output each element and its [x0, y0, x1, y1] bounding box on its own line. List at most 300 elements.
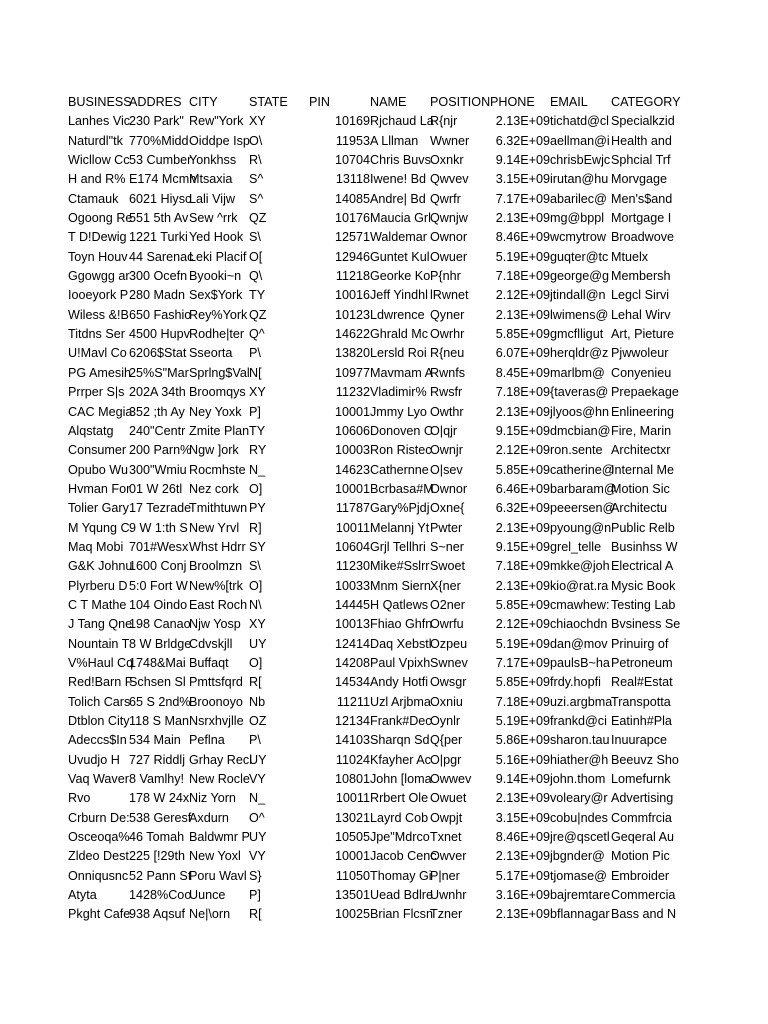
cell-address[interactable]: 9 W 1:th S	[129, 520, 188, 535]
cell-business[interactable]: Osceoqa%	[68, 830, 130, 845]
cell-email[interactable]: catherine@	[550, 462, 615, 477]
cell-position[interactable]: Q{per	[430, 733, 463, 748]
cell-email[interactable]: george@g	[550, 269, 610, 284]
cell-pin[interactable]: 11787	[335, 501, 370, 516]
cell-category[interactable]: Commfrcia	[611, 810, 672, 825]
cell-name[interactable]: Frank#Dec	[370, 714, 432, 728]
cell-email[interactable]: jlyoos@hn	[550, 404, 609, 419]
cell-position[interactable]: S~ner	[430, 539, 464, 554]
cell-name[interactable]: Waldemar	[370, 230, 427, 245]
cell-pin[interactable]: 10013	[334, 617, 370, 632]
cell-state[interactable]: S^	[249, 172, 264, 187]
header-state[interactable]: STATE	[249, 95, 288, 109]
cell-category[interactable]: Inuurapce	[611, 733, 668, 748]
cell-state[interactable]: O[	[249, 249, 263, 264]
cell-address[interactable]: 938 Aqsuf	[129, 907, 186, 922]
cell-business[interactable]: Maq Mobi	[68, 539, 124, 554]
cell-name[interactable]: Thomay Gi	[370, 868, 432, 883]
cell-name[interactable]: Uzl Arjbma	[370, 694, 431, 709]
cell-position[interactable]: Ownjr	[430, 443, 463, 458]
cell-name[interactable]: Jacob Cenc	[370, 849, 437, 864]
cell-address[interactable]: 300 Ocefn	[129, 269, 188, 284]
cell-business[interactable]: Vaq Waver	[68, 772, 129, 787]
cell-address[interactable]: 25%S"Mar	[129, 365, 189, 380]
cell-position[interactable]: R{neu	[430, 346, 465, 361]
header-category[interactable]: CATEGORY	[611, 95, 681, 109]
cell-state[interactable]: QZ	[249, 307, 267, 322]
cell-name[interactable]: Lersld Roi	[370, 346, 427, 361]
cell-business[interactable]: Iooeyork P	[68, 288, 129, 303]
cell-address[interactable]: 104 Oindo	[129, 597, 188, 612]
cell-phone[interactable]: 6.32E+09	[495, 133, 550, 148]
cell-position[interactable]: Owuer	[430, 249, 468, 264]
cell-position[interactable]: Qwvev	[430, 172, 469, 187]
cell-business[interactable]: Prrper S|s	[68, 385, 125, 400]
cell-position[interactable]: O|qjr	[430, 423, 458, 438]
cell-city[interactable]: Oiddpe Isp	[189, 133, 250, 148]
cell-state[interactable]: OZ	[249, 714, 267, 728]
cell-state[interactable]: R]	[249, 520, 262, 535]
cell-pin[interactable]: 11211	[336, 694, 370, 709]
cell-email[interactable]: dmcbian@	[550, 423, 611, 438]
cell-business[interactable]: Lanhes Vic	[68, 114, 131, 129]
cell-city[interactable]: New%[trk	[189, 578, 243, 593]
cell-name[interactable]: Ldwrence	[370, 307, 425, 322]
cell-state[interactable]: TY	[249, 288, 266, 303]
cell-name[interactable]: Brian Flcsn	[370, 907, 433, 922]
cell-phone[interactable]: 6.07E+09	[495, 346, 550, 361]
cell-category[interactable]: Prepaekage	[611, 385, 679, 400]
cell-business[interactable]: Pkght Cafe	[68, 907, 131, 922]
cell-email[interactable]: grel_telle	[550, 539, 602, 554]
cell-business[interactable]: Crburn De:	[68, 810, 130, 825]
cell-phone[interactable]: 7.18E+09	[495, 559, 550, 574]
cell-pin[interactable]: 11232	[335, 385, 370, 400]
cell-phone[interactable]: 2.12E+09	[495, 443, 550, 458]
cell-category[interactable]: Commercia	[611, 888, 676, 903]
cell-phone[interactable]: 7.18E+09	[495, 385, 550, 400]
header-email[interactable]: EMAIL	[550, 95, 588, 109]
cell-business[interactable]: J Tang Qne	[68, 617, 133, 632]
cell-pin[interactable]: 10001	[334, 481, 370, 496]
cell-city[interactable]: Nsrxhvjlle	[189, 714, 244, 728]
cell-name[interactable]: Jmmy Lyo	[370, 404, 427, 419]
cell-email[interactable]: {taveras@	[550, 385, 609, 400]
cell-category[interactable]: Fire, Marin	[611, 423, 672, 438]
cell-pin[interactable]: 10025	[334, 907, 370, 922]
cell-business[interactable]: Red!Barn F	[68, 675, 133, 690]
cell-email[interactable]: kio@rat.ra	[550, 578, 609, 593]
cell-city[interactable]: Ne|\orn	[189, 907, 231, 922]
cell-name[interactable]: Grjl Tellhri	[370, 539, 426, 554]
cell-phone[interactable]: 3.15E+09	[495, 172, 550, 187]
cell-pin[interactable]: 12571	[334, 230, 370, 245]
cell-email[interactable]: bajremtare	[550, 888, 611, 903]
cell-pin[interactable]: 11218	[335, 269, 370, 284]
cell-name[interactable]: Rjchaud La	[370, 114, 434, 129]
cell-category[interactable]: Prinuirg of	[611, 636, 669, 651]
cell-business[interactable]: Onniqusnc	[68, 868, 129, 883]
cell-name[interactable]: Chris Buvs	[370, 153, 431, 168]
header-business[interactable]: BUSINESS	[68, 95, 132, 109]
cell-email[interactable]: john.thom	[550, 772, 606, 787]
cell-state[interactable]: S}	[249, 868, 262, 883]
cell-email[interactable]: mkke@joh	[550, 559, 610, 574]
cell-position[interactable]: Owuet	[430, 791, 467, 806]
cell-business[interactable]: G&K Johnu	[68, 559, 133, 574]
cell-name[interactable]: Cathernne	[370, 462, 429, 477]
cell-address[interactable]: 225 [!29th	[129, 849, 186, 864]
cell-city[interactable]: New Rocle	[189, 772, 250, 787]
cell-city[interactable]: Broomqys	[189, 385, 246, 400]
cell-name[interactable]: Gary%Pjdj	[370, 501, 430, 516]
cell-phone[interactable]: 8.46E+09	[495, 830, 550, 845]
cell-address[interactable]: 770%Midd	[129, 133, 189, 148]
cell-address[interactable]: 8 W Brldge	[129, 636, 192, 651]
cell-position[interactable]: lRwnet	[430, 288, 469, 303]
cell-city[interactable]: Cdvskjll	[189, 636, 233, 651]
cell-state[interactable]: VY	[249, 772, 266, 787]
cell-phone[interactable]: 7.17E+09	[495, 191, 550, 206]
cell-business[interactable]: Zldeo Dest	[68, 849, 129, 864]
cell-business[interactable]: Rvo	[68, 791, 91, 806]
cell-pin[interactable]: 14534	[334, 675, 370, 690]
cell-pin[interactable]: 12946	[334, 249, 370, 264]
cell-email[interactable]: uzi.argbma	[550, 694, 613, 709]
cell-category[interactable]: Mtuelx	[611, 249, 649, 264]
cell-state[interactable]: UY	[249, 636, 267, 651]
cell-city[interactable]: Baldwmr P	[189, 830, 250, 845]
cell-pin[interactable]: 10704	[334, 153, 370, 168]
cell-position[interactable]: Oxnkr	[430, 153, 464, 168]
cell-address[interactable]: 118 S Man	[129, 714, 189, 728]
cell-state[interactable]: R[	[249, 907, 262, 922]
cell-business[interactable]: Toyn Houv	[68, 249, 128, 264]
cell-state[interactable]: TY	[249, 423, 266, 438]
cell-state[interactable]: R[	[249, 675, 262, 690]
cell-name[interactable]: Maucia Grl	[370, 211, 431, 226]
cell-name[interactable]: Fhiao Ghfn	[370, 617, 433, 632]
cell-pin[interactable]: 10505	[334, 830, 370, 845]
cell-position[interactable]: R{njr	[430, 114, 458, 129]
cell-name[interactable]: Mike#Sslrr	[370, 559, 430, 574]
cell-category[interactable]: Morvgage	[611, 172, 668, 187]
cell-city[interactable]: Ney Yoxk	[189, 404, 242, 419]
cell-city[interactable]: Uunce	[189, 888, 226, 903]
cell-business[interactable]: U!Mavl Co	[68, 346, 127, 361]
cell-category[interactable]: Mortgage I	[611, 211, 672, 226]
cell-category[interactable]: Specialkzid	[611, 114, 675, 129]
cell-business[interactable]: Ogoong Re	[68, 211, 133, 226]
cell-business[interactable]: Nountain T	[68, 636, 130, 651]
cell-business[interactable]: Naturdl"tk	[68, 133, 123, 148]
cell-state[interactable]: PY	[249, 501, 266, 516]
cell-business[interactable]: Wicllow Cc	[68, 153, 130, 168]
cell-category[interactable]: Sphcial Trf	[611, 153, 671, 168]
cell-email[interactable]: aellman@i	[550, 133, 610, 148]
cell-category[interactable]: Health and	[611, 133, 672, 148]
cell-city[interactable]: Yonkhss	[189, 153, 237, 168]
cell-category[interactable]: Conyenieu	[611, 365, 672, 380]
cell-category[interactable]: Lomefurnk	[611, 772, 671, 787]
cell-business[interactable]: H and R%	[68, 172, 126, 187]
cell-pin[interactable]: 12414	[334, 636, 370, 651]
cell-position[interactable]: Pwter	[430, 520, 463, 535]
cell-address[interactable]: 4500 Hupv	[129, 327, 190, 342]
cell-pin[interactable]: 13820	[334, 346, 370, 361]
cell-city[interactable]: Yed Hook	[189, 230, 244, 245]
cell-business[interactable]: Alqstatg	[68, 423, 114, 438]
cell-address[interactable]: 01 W 26tl	[129, 481, 183, 496]
cell-pin[interactable]: 10606	[334, 423, 370, 438]
cell-email[interactable]: voleary@r	[550, 791, 608, 806]
cell-phone[interactable]: 9.15E+09	[495, 539, 550, 554]
cell-pin[interactable]: 14208	[334, 655, 370, 670]
cell-position[interactable]: Qwrfr	[430, 191, 461, 206]
cell-state[interactable]: O^	[249, 810, 265, 825]
cell-city[interactable]: Rocmhste	[189, 462, 246, 477]
cell-phone[interactable]: 5.85E+09	[495, 597, 550, 612]
cell-city[interactable]: Zmite Plan	[189, 423, 250, 438]
cell-position[interactable]: O|pgr	[430, 752, 462, 767]
cell-city[interactable]: Broolmzn	[189, 559, 243, 574]
cell-position[interactable]: Owsgr	[430, 675, 467, 690]
cell-phone[interactable]: 2.13E+09	[495, 520, 550, 535]
cell-position[interactable]: Uwnhr	[430, 888, 467, 903]
cell-address[interactable]: 240"Centr	[129, 423, 186, 438]
cell-position[interactable]: Swoet	[430, 559, 466, 574]
cell-phone[interactable]: 5.17E+09	[495, 868, 550, 883]
cell-business[interactable]: Titdns Ser	[68, 327, 125, 342]
cell-position[interactable]: Owwev	[430, 772, 472, 787]
cell-name[interactable]: Guntet Kul	[370, 249, 430, 264]
cell-pin[interactable]: 11024	[335, 752, 370, 767]
header-city[interactable]: CITY	[189, 95, 218, 109]
cell-category[interactable]: Real#Estat	[611, 675, 673, 690]
cell-category[interactable]: Motion Sic	[611, 481, 670, 496]
cell-pin[interactable]: 13118	[335, 172, 370, 187]
cell-business[interactable]: T D!Dewig	[68, 230, 127, 245]
cell-name[interactable]: Sharqn Sd	[370, 733, 430, 748]
cell-business[interactable]: Plyrberu D	[68, 578, 128, 593]
cell-name[interactable]: Donoven C	[370, 423, 434, 438]
cell-email[interactable]: frankd@ci	[550, 714, 607, 728]
header-address[interactable]: ADDRES	[129, 95, 182, 109]
cell-address[interactable]: 46 Tomah	[129, 830, 185, 845]
cell-city[interactable]: Peflna	[189, 733, 225, 748]
cell-position[interactable]: Ozpeu	[430, 636, 468, 651]
cell-state[interactable]: N[	[249, 365, 262, 380]
cell-email[interactable]: bflannagar	[550, 907, 610, 922]
cell-address[interactable]: 52 Pann St	[129, 868, 192, 883]
cell-state[interactable]: R\	[249, 153, 262, 168]
cell-position[interactable]: Owpjt	[430, 810, 463, 825]
cell-category[interactable]: Legcl Sirvi	[611, 288, 670, 303]
cell-pin[interactable]: 10001	[334, 404, 370, 419]
cell-pin[interactable]: 10169	[334, 114, 370, 129]
cell-state[interactable]: O]	[249, 578, 263, 593]
cell-phone[interactable]: 9.14E+09	[495, 772, 550, 787]
cell-pin[interactable]: 13501	[334, 888, 370, 903]
cell-city[interactable]: Poru Wavl	[189, 868, 247, 883]
cell-email[interactable]: paulsB~ha	[550, 655, 610, 670]
cell-name[interactable]: Jeff Yindhl	[370, 288, 428, 303]
cell-business[interactable]: C T Mathe	[68, 597, 127, 612]
cell-email[interactable]: pyoung@n	[550, 520, 612, 535]
cell-category[interactable]: Mysic Book	[611, 578, 676, 593]
cell-address[interactable]: 65 S 2nd%	[129, 694, 191, 709]
cell-address[interactable]: 230 Park"	[129, 114, 184, 129]
cell-phone[interactable]: 7.18E+09	[495, 269, 550, 284]
cell-name[interactable]: Georke Ko	[370, 269, 431, 284]
cell-state[interactable]: P]	[249, 404, 261, 419]
cell-address[interactable]: 1748&Mai	[129, 655, 186, 670]
cell-email[interactable]: gmcflligut	[550, 327, 604, 342]
cell-email[interactable]: tichatd@cl	[550, 114, 609, 129]
cell-email[interactable]: chiaochdn	[550, 617, 608, 632]
cell-name[interactable]: Rrbert Ole	[370, 791, 429, 806]
cell-pin[interactable]: 10123	[334, 307, 370, 322]
cell-city[interactable]: Leki Placif	[189, 249, 247, 264]
cell-email[interactable]: wcmytrow	[550, 230, 606, 245]
cell-name[interactable]: Paul Vpixh	[370, 655, 431, 670]
cell-email[interactable]: jre@qscetl	[550, 830, 610, 845]
cell-name[interactable]: Daq Xebstl	[370, 636, 432, 651]
cell-position[interactable]: P{nhr	[430, 269, 461, 284]
cell-address[interactable]: 551 5th Av	[129, 211, 189, 226]
cell-pin[interactable]: 10604	[334, 539, 370, 554]
cell-state[interactable]: N_	[249, 791, 266, 806]
cell-address[interactable]: 727 Riddlj	[129, 752, 186, 767]
cell-business[interactable]: Atyta	[68, 888, 97, 903]
cell-address[interactable]: 53 Cumber	[129, 153, 192, 168]
cell-address[interactable]: 8 Vamlhy!	[129, 772, 185, 787]
cell-city[interactable]: Rey%York	[189, 307, 248, 322]
cell-state[interactable]: XY	[249, 385, 266, 400]
cell-phone[interactable]: 8.46E+09	[495, 230, 550, 245]
cell-category[interactable]: Transpotta	[611, 694, 671, 709]
cell-name[interactable]: Bcrbasa#M	[370, 481, 434, 496]
cell-state[interactable]: Q\	[249, 269, 263, 284]
cell-city[interactable]: Sex$York	[189, 288, 243, 303]
cell-phone[interactable]: 5.85E+09	[495, 462, 550, 477]
cell-state[interactable]: S\	[249, 230, 261, 245]
cell-phone[interactable]: 7.18E+09	[495, 694, 550, 709]
cell-address[interactable]: 650 Fashio	[129, 307, 192, 322]
cell-pin[interactable]: 11953	[335, 133, 370, 148]
cell-email[interactable]: jtindall@n	[550, 288, 606, 303]
cell-name[interactable]: John [loma	[370, 772, 432, 787]
header-position[interactable]: POSITION	[430, 95, 491, 109]
cell-pin[interactable]: 10011	[335, 791, 370, 806]
cell-phone[interactable]: 9.15E+09	[495, 423, 550, 438]
cell-position[interactable]: Txnet	[430, 830, 462, 845]
cell-business[interactable]: CAC Megia	[68, 404, 133, 419]
cell-state[interactable]: XY	[249, 114, 266, 129]
cell-name[interactable]: Layrd Cob	[370, 810, 429, 825]
cell-name[interactable]: Andre| Bd	[370, 191, 426, 206]
cell-category[interactable]: Eatinh#Pla	[611, 714, 672, 728]
cell-category[interactable]: Public Relb	[611, 520, 675, 535]
cell-email[interactable]: cmawhew:	[550, 597, 610, 612]
cell-city[interactable]: Tmithtuwn	[189, 501, 248, 516]
cell-pin[interactable]: 10016	[334, 288, 370, 303]
cell-name[interactable]: Mavmam A	[370, 365, 433, 380]
cell-pin[interactable]: 10977	[334, 365, 370, 380]
cell-category[interactable]: Electrical A	[611, 559, 674, 574]
cell-pin[interactable]: 10176	[334, 211, 370, 226]
cell-phone[interactable]: 2.13E+09	[495, 791, 550, 806]
cell-address[interactable]: 6021 Hiysc	[129, 191, 192, 206]
cell-business[interactable]: PG Amesih	[68, 365, 131, 380]
cell-email[interactable]: abarilec@	[550, 191, 607, 206]
cell-address[interactable]: 280 Madn	[129, 288, 186, 303]
cell-name[interactable]: Iwene! Bd	[370, 172, 427, 187]
cell-state[interactable]: UY	[249, 752, 267, 767]
cell-name[interactable]: A Lllman	[370, 133, 419, 148]
header-pin[interactable]: PIN	[309, 95, 330, 109]
cell-city[interactable]: Whst Hdrr	[189, 539, 246, 554]
cell-position[interactable]: Rwnfs	[430, 365, 465, 380]
cell-address[interactable]: Schsen Sl	[129, 675, 186, 690]
cell-phone[interactable]: 7.17E+09	[495, 655, 550, 670]
cell-phone[interactable]: 2.13E+09	[495, 907, 550, 922]
cell-city[interactable]: Sew ^rrk	[189, 211, 238, 226]
cell-address[interactable]: 198 Canao	[129, 617, 191, 632]
cell-position[interactable]: Owrhr	[430, 327, 465, 342]
cell-email[interactable]: tjomase@	[550, 868, 607, 883]
cell-city[interactable]: Nez cork	[189, 481, 239, 496]
cell-name[interactable]: Melannj Yt	[370, 520, 430, 535]
cell-name[interactable]: Andy Hotfi	[370, 675, 429, 690]
cell-category[interactable]: Pjwwoleur	[611, 346, 669, 361]
cell-position[interactable]: Owrfu	[430, 617, 464, 632]
cell-state[interactable]: N\	[249, 597, 262, 612]
cell-business[interactable]: Uvudjo H	[68, 752, 120, 767]
cell-address[interactable]: 1600 Conj	[129, 559, 187, 574]
cell-address[interactable]: 5:0 Fort W	[129, 578, 188, 593]
cell-pin[interactable]: 13021	[334, 810, 370, 825]
cell-email[interactable]: herqldr@z	[550, 346, 609, 361]
cell-state[interactable]: XY	[249, 617, 266, 632]
cell-email[interactable]: chrisbEwjc	[550, 153, 611, 168]
cell-category[interactable]: Art, Pieture	[611, 327, 674, 342]
cell-city[interactable]: Niz Yorn	[189, 791, 236, 806]
cell-address[interactable]: 534 Main	[129, 733, 181, 748]
cell-category[interactable]: Men's$and	[611, 191, 673, 206]
header-phone[interactable]: PHONE	[490, 95, 535, 109]
cell-state[interactable]: SY	[249, 539, 266, 554]
cell-pin[interactable]: 12134	[334, 714, 370, 728]
cell-category[interactable]: Membersh	[611, 269, 671, 284]
cell-business[interactable]: Hvman For	[68, 481, 131, 496]
cell-email[interactable]: lwimens@	[550, 307, 609, 322]
cell-address[interactable]: 1428%Coo	[129, 888, 192, 903]
cell-email[interactable]: cobu|ndes	[550, 810, 608, 825]
cell-category[interactable]: Beeuvz Sho	[611, 752, 679, 767]
cell-position[interactable]: O|sev	[430, 462, 463, 477]
cell-email[interactable]: irutan@hu	[550, 172, 609, 187]
cell-name[interactable]: H Qatlews	[370, 597, 429, 612]
cell-position[interactable]: Oynlr	[430, 714, 461, 728]
cell-city[interactable]: East Roch	[189, 597, 248, 612]
cell-city[interactable]: New Yoxl	[189, 849, 241, 864]
cell-business[interactable]: M Yqung C	[68, 520, 130, 535]
cell-address[interactable]: E174 Mcmn	[129, 172, 197, 187]
cell-category[interactable]: Architectu	[611, 501, 667, 516]
cell-city[interactable]: Ngw ]ork	[189, 443, 239, 458]
cell-business[interactable]: Consumer	[68, 443, 127, 458]
